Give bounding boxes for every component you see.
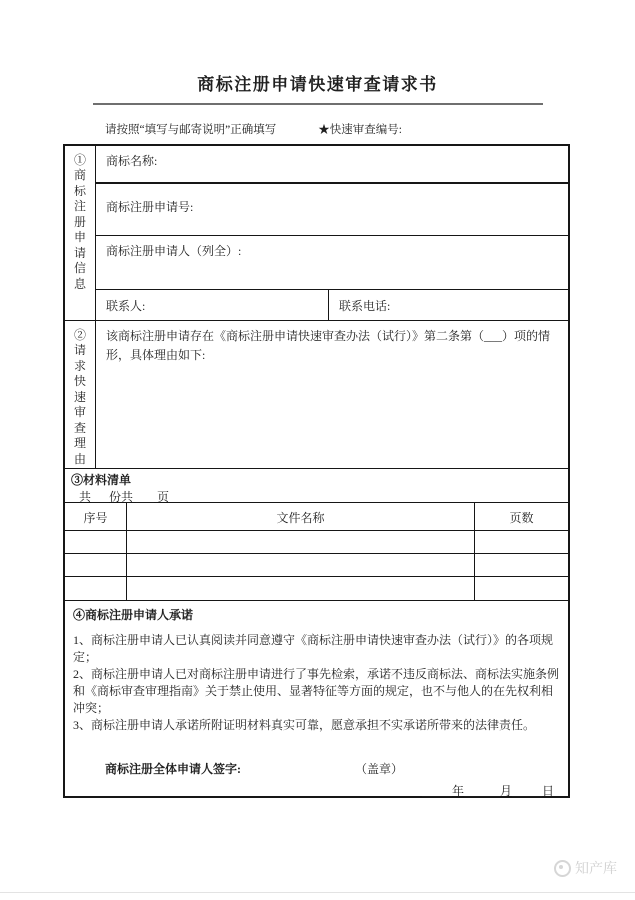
material-cell xyxy=(127,554,475,577)
page-bottom-divider xyxy=(0,892,635,893)
material-list-heading: ③材料清单 xyxy=(71,473,132,487)
commitment-item-3: 3、商标注册申请人承诺所附证明材料真实可靠，愿意承担不实承诺所带来的法律责任。 xyxy=(73,718,536,733)
material-list-table xyxy=(65,502,568,600)
seal-label: （盖章） xyxy=(355,762,404,776)
section-review-reason xyxy=(65,320,568,468)
section1-fields xyxy=(96,146,568,320)
material-cell xyxy=(475,531,568,554)
commitment-heading: ④商标注册申请人承诺 xyxy=(73,608,194,622)
application-number-field: 商标注册申请号: xyxy=(96,184,568,236)
date-line: _____年______月_____日 xyxy=(421,784,554,798)
page-title: 商标注册申请快速审查请求书 xyxy=(197,75,438,94)
material-cell xyxy=(475,554,568,577)
watermark xyxy=(554,858,617,878)
section-applicant-commitment xyxy=(65,600,568,796)
watermark-text: 知产库 xyxy=(575,862,617,877)
column-header-filename: 文件名称 xyxy=(127,503,475,531)
review-reason-text: 该商标注册申请存在《商标注册申请快速审查办法（试行）》第二条第（___）项的情形，具体理由如下: xyxy=(106,329,551,362)
section-trademark-info xyxy=(65,146,568,320)
material-cell xyxy=(65,531,127,554)
contact-phone-field: 联系电话: xyxy=(339,299,391,313)
material-cell xyxy=(475,577,568,600)
zhichanku-logo-icon xyxy=(554,860,571,877)
title-underline xyxy=(93,103,543,105)
fill-instruction: 请按照“填写与邮寄说明”正确填写 xyxy=(105,124,277,136)
material-cell xyxy=(65,554,127,577)
commitment-items xyxy=(65,623,568,734)
material-cell xyxy=(127,531,475,554)
section2-side-label: ②请求快速审查理由 xyxy=(65,321,96,468)
commitment-item-1: 1、商标注册申请人已认真阅读并同意遵守《商标注册申请快速审查办法（试行）》的各项规定； xyxy=(73,633,554,665)
application-form-table xyxy=(63,144,570,798)
section1-side-label: ①商标注册申请信息 xyxy=(65,146,96,320)
material-cell xyxy=(127,577,475,600)
column-header-pages: 页数 xyxy=(475,503,568,531)
trademark-name-field: 商标名称: xyxy=(96,146,568,184)
form-subheader xyxy=(105,121,635,137)
material-cell xyxy=(65,577,127,600)
applicant-field: 商标注册申请人（列全）: xyxy=(96,236,568,290)
column-header-index: 序号 xyxy=(65,503,127,531)
material-count-line: 共___份共 ___ 页 xyxy=(79,490,170,504)
commitment-item-2: 2、商标注册申请人已对商标注册申请进行了事先检索，承诺不违反商标法、商标法实施条例和《商标审查审理指南》关于禁止使用、显著特征等方面的规定，也不与他人的在先权利相冲突； xyxy=(73,667,560,716)
contact-person-field: 联系人: xyxy=(96,290,329,320)
contact-row xyxy=(96,290,568,320)
section-material-list-header xyxy=(65,468,568,502)
signature-label: 商标注册全体申请人签字: xyxy=(105,762,241,776)
review-number-label: ★快速审查编号: xyxy=(318,124,402,136)
